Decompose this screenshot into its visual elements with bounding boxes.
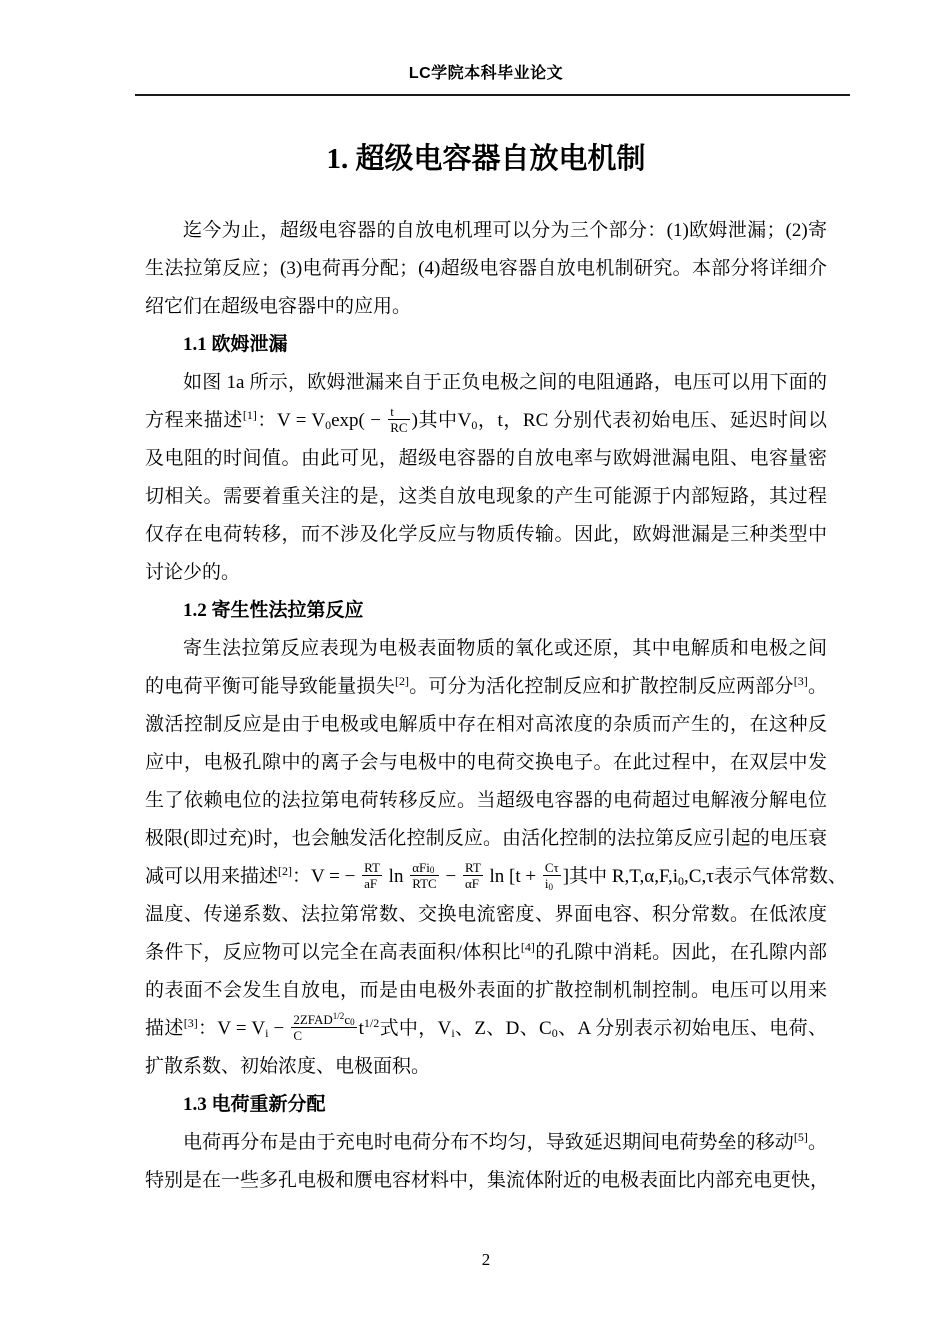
superscript: [5]	[793, 1130, 808, 1145]
header-rule	[135, 94, 850, 96]
subscript: 0	[429, 865, 435, 876]
fraction: $\frac{t}{RC}$	[390, 403, 408, 436]
text-line: 切相关。需要着重关注的是，这类自放电现象的产生可能源于内部短路，其过程	[145, 486, 827, 507]
superscript: [2]	[278, 864, 293, 879]
text-line: 的电荷平衡可能导致能量损失[2]。可分为活化控制反应和扩散控制反应两部分[3]。	[145, 674, 827, 697]
subscript: 0	[471, 418, 478, 432]
subscript: 0	[325, 418, 332, 432]
subscript: 0	[350, 1017, 355, 1028]
text-line: 迄今为止，超级电容器的自放电机理可以分为三个部分：(1)欧姆泄漏；(2)寄	[183, 220, 827, 241]
text-line: 减可以用来描述[2]：V = − $\frac{RT}{aF}$ ln $\frac{\alpha Fi_0}{\text{RTC}}$ − $\frac{RT}{\alpha F}$ ln [t + $\frac{C\tau}{i_0}$ ]其中 $R,T,\alpha,F,i_0,C,\tau$表示气体常数、	[145, 859, 847, 892]
fraction: $\frac{\alpha Fi_0}{\text{RTC}}$	[412, 859, 437, 892]
text-line: 及电阻的时间值。由此可见，超级电容器的自放电率与欧姆泄漏电阻、电容量密	[145, 448, 827, 469]
fraction: $\frac{RT}{\alpha F}$	[464, 859, 481, 892]
page-header	[145, 60, 827, 83]
superscript: [2]	[394, 674, 409, 689]
text-line: 特别是在一些多孔电极和赝电容材料中，集流体附近的电极表面比内部充电更快，	[145, 1170, 830, 1191]
text-line: 极限(即过充)时，也会触发活化控制反应。由活化控制的法拉第反应引起的电压衰	[145, 828, 827, 849]
page-title: 1. 超级电容器自放电机制	[326, 143, 646, 175]
text-line: 生了依赖电位的法拉第电荷转移反应。当超级电容器的电荷超过电解液分解电位	[145, 790, 827, 811]
superscript: [1]	[242, 408, 257, 423]
text-line: 描述[3]：$V = V_i$ − $\frac{2ZFAD^{1/2}c_0}{C}$ $t^{1/2}$式中，$V_i$、Z、D、$C_0$、A 分别表示初始电压、电荷、	[145, 1011, 827, 1044]
fraction: $\frac{2ZFAD^{1/2}c_0}{C}$	[293, 1011, 355, 1044]
subscript: 0	[551, 1026, 558, 1040]
page-number: 2	[481, 1250, 491, 1269]
text-line: 仅存在电荷转移，而不涉及化学反应与物质传输。因此，欧姆泄漏是三种类型中	[145, 524, 827, 545]
superscript: 1/2	[363, 1016, 380, 1031]
fraction: $\frac{RT}{aF}$	[364, 859, 380, 892]
section-heading: 1.2 寄生性法拉第反应	[183, 600, 364, 621]
superscript: [3]	[793, 674, 808, 689]
text-line: 绍它们在超级电容器中的应用。	[145, 296, 412, 317]
superscript: [4]	[520, 940, 535, 955]
fraction: $\frac{C\tau}{i_0}$	[544, 859, 559, 892]
subscript: i	[265, 1026, 269, 1040]
subscript: 0	[678, 874, 685, 888]
superscript: 1/2	[332, 1011, 345, 1022]
subscript: 0	[548, 881, 554, 892]
section-heading: 1.1 欧姆泄漏	[183, 334, 288, 355]
text-line: 讨论少的。	[145, 562, 241, 583]
text-line: 的表面不会发生自放电，而是由电极外表面的扩散控制机制控制。电压可以用来	[145, 980, 827, 1001]
text-line: 激活控制反应是由于电极或电解质中存在相对高浓度的杂质而产生的，在这种反	[145, 714, 827, 735]
text-line: 条件下，反应物可以完全在高表面积/体积比[4]的孔隙中消耗。因此，在孔隙内部	[145, 940, 827, 963]
superscript: [3]	[183, 1016, 198, 1031]
document-body	[145, 212, 847, 1200]
text-line: 扩散系数、初始浓度、电极面积。	[145, 1056, 431, 1077]
subscript: i	[451, 1026, 455, 1040]
text-line: 应中，电极孔隙中的离子会与电极中的电荷交换电子。在此过程中，在双层中发	[145, 752, 827, 773]
text-line: 生法拉第反应；(3)电荷再分配；(4)超级电容器自放电机制研究。本部分将详细介	[145, 258, 827, 279]
text-line: 寄生法拉第反应表现为电极表面物质的氧化或还原，其中电解质和电极之间	[183, 638, 827, 659]
text-line: 如图 1a 所示，欧姆泄漏来自于正负电极之间的电阻通路，电压可以用下面的	[183, 372, 827, 393]
text-line: 温度、传递系数、法拉第常数、交换电流密度、界面电容、积分常数。在低浓度	[145, 904, 827, 925]
text-line: 方程来描述[1]：$V = V_0\exp$( − $\frac{t}{RC}$ )其中$V_0$，t，RC 分别代表初始电压、延迟时间以	[145, 403, 827, 436]
section-heading: 1.3 电荷重新分配	[183, 1094, 326, 1115]
text-line: 电荷再分布是由于充电时电荷分布不均匀，导致延迟期间电荷势垒的移动[5]。	[183, 1130, 827, 1153]
header-title: LC学院本科毕业论文	[408, 65, 564, 82]
